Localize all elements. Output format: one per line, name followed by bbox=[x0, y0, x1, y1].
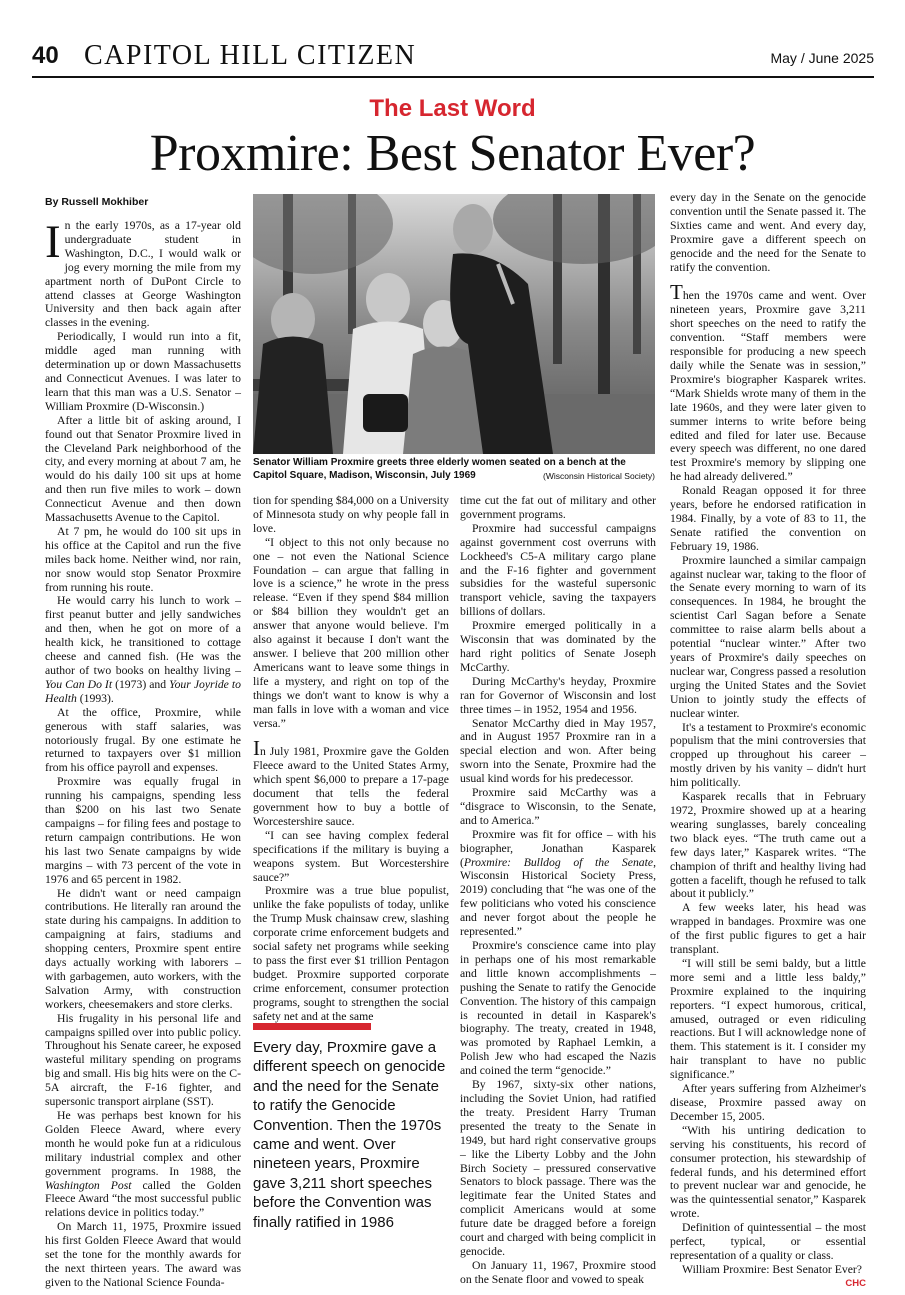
paragraph: Kasparek recalls that in February 1972, Proxmire showed up at a hearing wearing sunglasses, barely concealing two black eyes. “The truth came out a few days later,” Kasparek writes. “The champion of thrift and healthy living had gotten a facelift, though he refused to talk about it publicly.” bbox=[670, 790, 866, 901]
paragraph: William Proxmire: Best Senator Ever? CHC bbox=[682, 1262, 866, 1289]
paragraph: At the office, Proxmire, while generous with staff salaries, was notoriously frugal. By one estimate he returned to taxpayers over $1 million from his office payroll and expenses. bbox=[45, 705, 241, 775]
paragraph: “I will still be semi baldy, but a little more semi and a little less baldy,” Proxmire explained to the inquiring reporters. “I expect humorous, critical, amused, outraged or even ridiculing reactions. But I will acknowledge none of them. This statement is it. I consider my hair transplant to have no public significance.” bbox=[670, 956, 866, 1082]
column-4 bbox=[670, 191, 866, 1291]
paragraph: A few weeks later, his head was wrapped in bandages. Proxmire was one of the first public figures to get a hair transplant. bbox=[670, 901, 866, 957]
paragraph: time cut the fat out of military and other government programs. bbox=[460, 494, 656, 521]
paragraph: At 7 pm, he would do 100 sit ups in his office at the Capitol and run the five miles back home. Neither wind, nor rain, nor snow would stop Senator Proxmire from running his route. bbox=[45, 524, 241, 594]
paragraph: “With his untiring dedication to serving his constituents, his record of consumer protection, his stewardship of federal funds, and his determined effort to prevent nuclear war and genocide, he was the quintessential senator,” Kasparek wrote. bbox=[670, 1123, 866, 1221]
paragraph: every day in the Senate on the genocide convention until the Senate passed it. The Sixties came and went. And every day, Proxmire gave a different speech on genocide and the need for the Senate to ratify the convention. bbox=[670, 191, 866, 274]
paragraph: Then the 1970s came and went. Over nineteen years, Proxmire gave 3,211 short speeches on the need to ratify the convention. “Staff members were responsible for producing a new speech daily while the Senate was in session,” Proxmire's biographer Kasparek writes. “Mark Shields wrote many of them in the late 1960s, and they were later given to summer interns to write before being edited and filed for later use. Because every speech was different, no one dared test Proxmire's memory by slipping one he had already delivered.” bbox=[670, 280, 866, 484]
paragraph: Proxmire was fit for office – with his biographer, Jonathan Kasparek (Proxmire: Bulldog of the Senate, Wisconsin Historical Society Press, 2019) concluding that “he was one of the few politicians who voted his conscience and never forgot about the people he represented.” bbox=[460, 827, 656, 939]
article-photo bbox=[253, 194, 655, 454]
photo-credit: (Wisconsin Historical Society) bbox=[543, 470, 655, 481]
paragraph: Ronald Reagan opposed it for three years, before he endorsed ratification in 1984. Finally, by a vote of 83 to 11, the Senate ratified the convention on February 19, 1986. bbox=[670, 484, 866, 553]
photo-illustration bbox=[253, 194, 655, 454]
paragraph: He didn't want or need campaign contributions. He literally ran around the state during his campaigns. In addition to campaigning at fairs, stadiums and shopping centers, Proxmire spent entire days actually working with laborers – with garbagemen, auto workers, with the Salvation Army, with construction workers, cheesemakers and store clerks. bbox=[45, 886, 241, 1011]
book-title: Your Joyride to Health bbox=[45, 677, 241, 705]
pullquote-accent-bar bbox=[253, 1023, 371, 1030]
paragraph: Proxmire was equally frugal in running his campaigns, spending less than $200 on his last two Senate campaigns – for filing fees and postage to return campaign contributions. He won his last two Senate campaigns by wide margins – with 73 percent of the vote in 1976 and 65 percent in 1982. bbox=[45, 775, 241, 886]
paragraph: Proxmire's conscience came into play in perhaps one of his most remarkable and little known accomplishments – pushing the Senate to ratify the Genocide Convention. The history of this campaign is recounted in detail in Kasparek's biography. The treaty, created in 1948, was promoted by Raphael Lemkin, a Polish Jew who had escaped the Nazis and coined the term “genocide.” bbox=[460, 939, 656, 1078]
column-1 bbox=[45, 216, 241, 1290]
section-initial: I bbox=[253, 736, 260, 761]
byline: By Russell Mokhiber bbox=[45, 196, 149, 208]
pullquote: Every day, Proxmire gave a different speech on genocide and the need for the Senate to ratify the Genocide Convention. Then the 1970s came and went. Over nineteen years, Proxmire gave 3,211 short speeches before the Convention was finally ratified in 1986 bbox=[253, 1039, 446, 1231]
paragraph: On March 11, 1975, Proxmire issued his first Golden Fleece Award that would set the tone for the monthly awards for the next thirteen years. The award was given to the National Science Founda- bbox=[45, 1220, 241, 1289]
paragraph: “I object to this not only because no one – not even the National Science Foundation – can argue that falling in love is a science,” he wrote in the press release. “Even if they spend $84 million or $84 billion they wouldn't get an answer that anyone would believe. I'm also against it because I don't want the answer. I believe that 200 million other Americans want to leave some things in life a mystery, and right on top of the things we don't want to know is why a man falls in love with a woman and vice versa.” bbox=[253, 535, 449, 730]
photo-caption bbox=[253, 457, 655, 482]
section-initial: T bbox=[670, 280, 683, 305]
book-title: You Can Do It bbox=[45, 677, 113, 691]
paragraph: By 1967, sixty-six other nations, including the Soviet Union, had ratified the treaty. President Harry Truman presented the treaty to the Senate in 1949, but hard right conservative groups – like the Liberty Lobby and the John Birch Society – pressured conservative Senators to block passage. There was the legitimate fear the United States and complicit Americans would at some future date be dragged before a foreign court and charged with being complicit in genocide. bbox=[460, 1078, 656, 1258]
paragraph: His frugality in his personal life and campaigns spilled over into public policy. Throughout his Senate career, he exposed wasteful military spending on programs big and small. His big hits were on the C-5A aircraft, the F-16 fighter, and supersonic transport airplane (SST). bbox=[45, 1011, 241, 1109]
header-rule bbox=[32, 76, 874, 78]
paragraph: Proxmire had successful campaigns against government cost overruns with Lockheed's C5-A military cargo plane and the F-16 fighter and government subsidies for the wasteful supersonic transport vehicle, saving the taxpayers billions of dollars. bbox=[460, 521, 656, 619]
paragraph: Proxmire was a true blue populist, unlike the fake populists of today, unlike the Trump Musk chainsaw crew, slashing corporate crime enforcement budgets and social safety net programs while seeking to pass the first ever $1 trillion Pentagon budget. Proxmire supported corporate crime enforcement, consumer protection programs, sought to strengthen the social safety net and at the same bbox=[253, 884, 449, 1023]
paragraph: During McCarthy's heyday, Proxmire ran for Governor of Wisconsin and lost three times – in 1952, 1954 and 1956. bbox=[460, 674, 656, 716]
paragraph: It's a testament to Proxmire's economic populism that the mini controversies that cropped up throughout his career – mostly driven by his vanity – didn't hurt him politically. bbox=[670, 720, 866, 790]
caption-text: Senator William Proxmire greets three elderly women seated on a bench at the Capitol Square, Madison, Wisconsin, July 1969 bbox=[253, 457, 626, 481]
paragraph: Periodically, I would run into a fit, middle aged man running with determination up or down Massachusetts and Connecticut Avenues. I was later to learn that this man was a U.S. Senator – William Proxmire (D-Wisconsin.) bbox=[45, 330, 241, 413]
paragraph: Senator McCarthy died in May 1957, and in August 1957 Proxmire ran in a special election and won. After being sworn into the Senate, Proxmire had the usual kind words for his predecessor. bbox=[460, 716, 656, 786]
paragraph: Proxmire emerged politically in a Wisconsin that was dominated by the hard right politics of Senate Joseph McCarthy. bbox=[460, 619, 656, 674]
paragraph: After a little bit of asking around, I found out that Senator Proxmire lived in the Cleveland Park neighborhood of the city, and every morning at about 7 am, he would do his daily 100 sit ups at home and then run five miles to work – down Connecticut Avenue and then down Massachusetts Avenue to the Capitol. bbox=[45, 413, 241, 525]
paragraph: On January 11, 1967, Proxmire stood on the Senate floor and vowed to speak bbox=[460, 1258, 656, 1286]
section-kicker: The Last Word bbox=[369, 95, 536, 122]
paragraph: After years suffering from Alzheimer's disease, Proxmire passed away on December 15, 2005. bbox=[670, 1082, 866, 1123]
book-title: Proxmire: Bulldog of the Senate bbox=[463, 855, 654, 869]
drop-cap: I bbox=[45, 216, 61, 268]
newspaper-name: CAPITOL HILL CITIZEN bbox=[84, 40, 417, 71]
column-3 bbox=[460, 494, 656, 1287]
paragraph: He would carry his lunch to work – first peanut butter and jelly sandwiches and then, when he got on more of a health kick, he transitioned to cottage cheese and canned fish. (He was the author of two books on healthy living – You Can Do It (1973) and Your Joyride to Health (1993). bbox=[45, 594, 241, 705]
page-number: 40 bbox=[32, 42, 59, 69]
paragraph: In July 1981, Proxmire gave the Golden Fleece award to the United States Army, which spent $6,000 to prepare a 17-page document that tells the federal government how to buy a bottle of Worcestershire sauce. bbox=[253, 736, 449, 828]
paragraph: Proxmire launched a similar campaign against nuclear war, taking to the floor of the Senate every morning to warn of its consequences. In 1984, he brought the scientist Carl Sagan before a Senate committee to raise alarm bells about a potential “nuclear winter.” After two years of Proxmire's daily speeches on nuclear war, Congress passed a resolution urging the United States and the Soviet Union to jointly study the effects of nuclear winter. bbox=[670, 553, 866, 720]
paragraph: In the early 1970s, as a 17-year old undergraduate student in Washington, D.C., I would walk or jog every morning the mile from my apartment north of DuPont Circle to attend classes at George Washington University and then back again after classes in the evening. bbox=[45, 216, 241, 330]
publication-name: Washington Post bbox=[45, 1178, 132, 1192]
signoff-mark: CHC bbox=[845, 1277, 866, 1289]
issue-date: May / June 2025 bbox=[770, 50, 874, 66]
paragraph: Proxmire said McCarthy was a “disgrace to Wisconsin, to the Senate, and to America.” bbox=[460, 786, 656, 827]
paragraph: “I can see having complex federal specifications if the military is buying a weapons system. But Worcestershire sauce?” bbox=[253, 828, 449, 884]
headline: Proxmire: Best Senator Ever? bbox=[149, 125, 756, 182]
paragraph: tion for spending $84,000 on a University of Minnesota study on why people fall in love. bbox=[253, 494, 449, 535]
page-header bbox=[32, 40, 874, 74]
column-2 bbox=[253, 494, 449, 1024]
paragraph: He was perhaps best known for his Golden Fleece Award, where every month he would poke fun at a ridiculous military industrial complex and other government programs. In 1988, the Washington Post called the Golden Fleece Award “the most successful public relations device in politics today.” bbox=[45, 1109, 241, 1220]
paragraph: Definition of quintessential – the most perfect, typical, or essential representation of a quality or class. bbox=[670, 1221, 866, 1262]
